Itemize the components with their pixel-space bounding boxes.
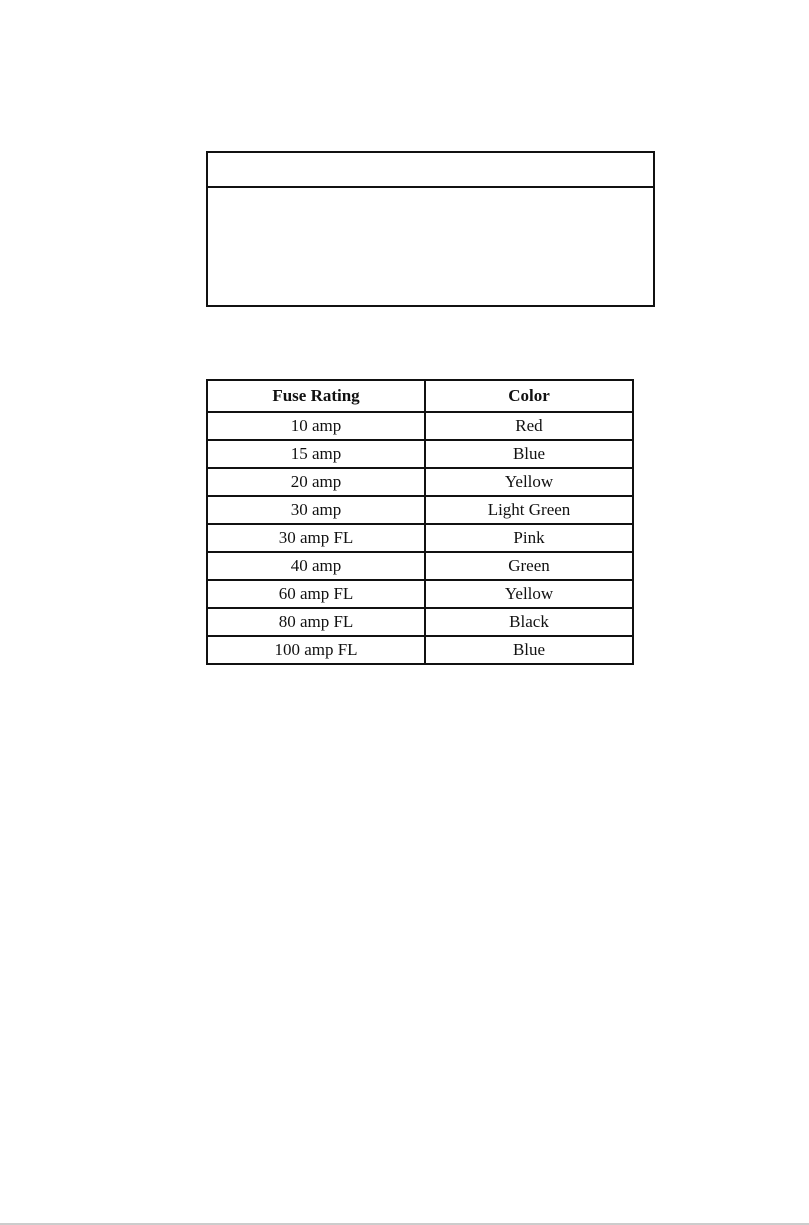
note-box-body [208,188,653,305]
fuse-rating-cell: 100 amp FL [207,636,425,664]
table-row [207,412,633,440]
note-box-header [208,153,653,188]
table-row [207,496,633,524]
fuse-rating-cell: 30 amp FL [207,524,425,552]
fuse-rating-cell: 80 amp FL [207,608,425,636]
fuse-color-table [206,379,634,665]
fuse-color-cell: Yellow [425,468,633,496]
fuse-rating-cell: 30 amp [207,496,425,524]
fuse-rating-cell: 10 amp [207,412,425,440]
fuse-rating-cell: 40 amp [207,552,425,580]
note-box [206,151,655,307]
table-row [207,636,633,664]
table-row [207,468,633,496]
table-row [207,608,633,636]
fuse-color-cell: Blue [425,636,633,664]
fuse-color-cell: Green [425,552,633,580]
table-row [207,580,633,608]
fuse-color-cell: Blue [425,440,633,468]
fuse-color-cell: Black [425,608,633,636]
fuse-color-cell: Pink [425,524,633,552]
table-header-row [207,380,633,412]
fuse-rating-cell: 60 amp FL [207,580,425,608]
table-row [207,524,633,552]
fuse-color-cell: Red [425,412,633,440]
fuse-color-cell: Yellow [425,580,633,608]
header-color: Color [425,380,633,412]
header-fuse-rating: Fuse Rating [207,380,425,412]
fuse-rating-cell: 20 amp [207,468,425,496]
fuse-color-cell: Light Green [425,496,633,524]
table-row [207,552,633,580]
table-row [207,440,633,468]
fuse-rating-cell: 15 amp [207,440,425,468]
